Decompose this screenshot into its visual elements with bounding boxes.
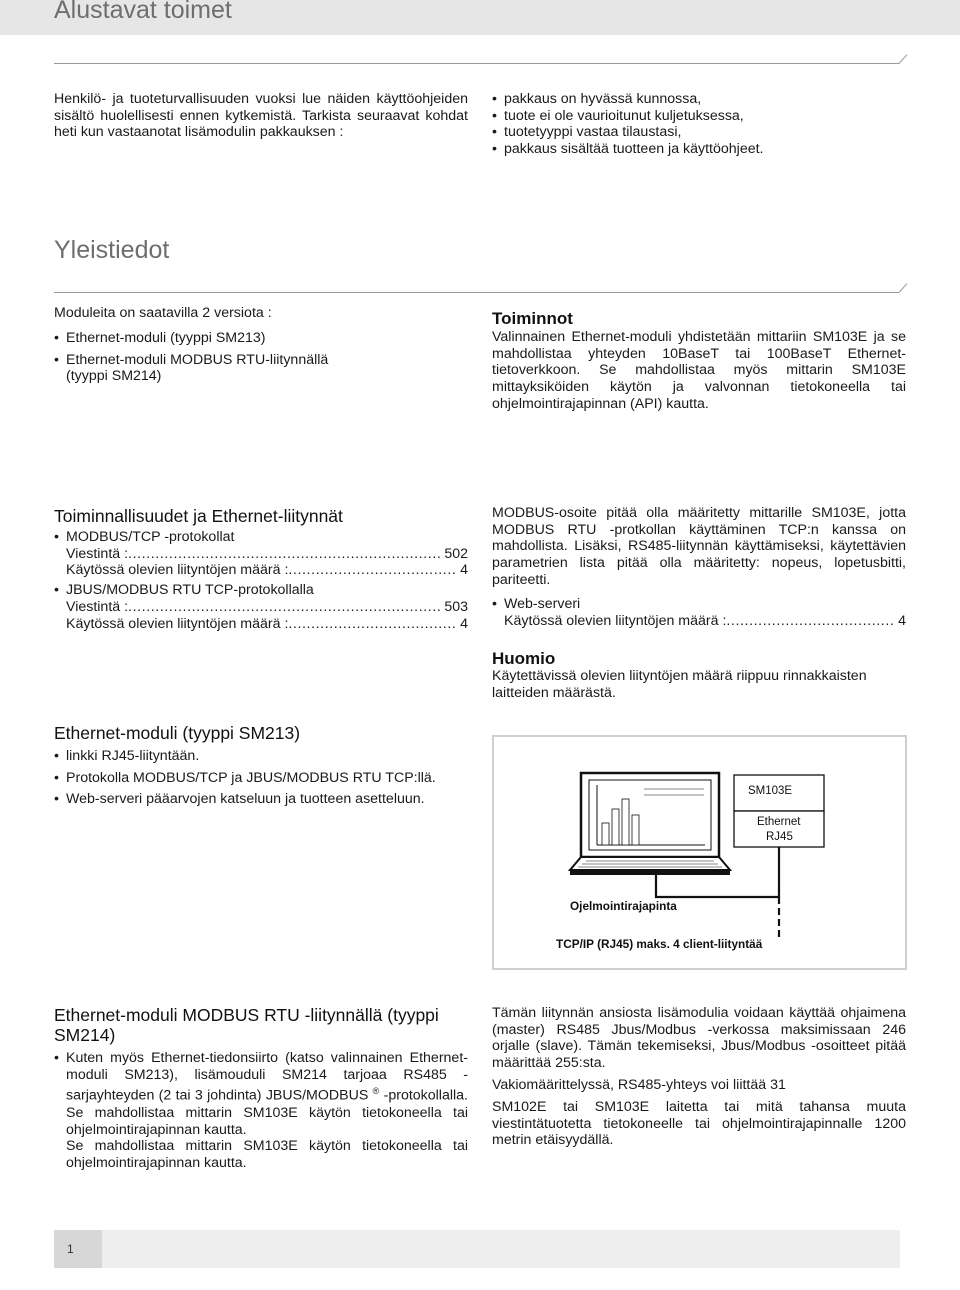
sm213-list <box>54 748 468 808</box>
spec-value: 4 <box>460 562 468 579</box>
note-text: Käytettävissä olevien liityntöjen määrä riippuu rinnakkaisten laitteiden määrästä. <box>492 668 867 701</box>
laptop-icon <box>570 773 730 875</box>
divider <box>54 63 899 64</box>
features-title: Toiminnallisuudet ja Ethernet-liitynnät <box>54 506 343 526</box>
diagram-drawing <box>494 737 905 968</box>
list-item: • tuotetyyppi vastaa tilaustasi, <box>492 124 902 141</box>
page-number: 1 <box>67 1242 74 1256</box>
list-item <box>54 529 468 579</box>
web-server-list <box>492 596 906 629</box>
note-title: Huomio <box>492 649 556 668</box>
registered-mark: ® <box>372 1086 380 1097</box>
list-item <box>492 596 906 629</box>
sm214-list <box>54 1050 468 1172</box>
versions-list <box>54 330 374 385</box>
sm214-right-para2: Vakiomäärittelyssä, RS485-yhteys voi liittää 31 <box>492 1077 786 1093</box>
sm214-text-part1: Kuten myös Ethernet-tiedonsiirto (katso valinnainen Ethernet-moduli SM213), lisämouduli SM214 tarjoaa RS485 -sarjayhteyden (2 tai 3 johdinta) JBUS/MODBUS <box>66 1050 468 1105</box>
list-item: • pakkaus on hyvässä kunnossa, <box>492 91 902 108</box>
footer-bar <box>54 1230 900 1268</box>
spec-label: Käytössä olevien liityntöjen määrä : <box>504 612 727 629</box>
page-title: Alustavat toimet <box>54 0 232 24</box>
device-label: SM103E <box>748 785 793 797</box>
connection-diagram <box>492 735 907 970</box>
dot-leader <box>726 613 895 630</box>
sm213-title: Ethernet-moduli (tyyppi SM213) <box>54 723 301 743</box>
dot-leader <box>128 599 441 616</box>
spec-value: 502 <box>444 545 468 562</box>
list-item: • Ethernet-moduli (tyyppi SM213) <box>54 330 374 347</box>
spec-value: 503 <box>444 598 468 615</box>
spec-value: 4 <box>460 615 468 632</box>
delivery-checklist <box>492 91 902 158</box>
dot-leader <box>128 546 441 563</box>
spec-row <box>66 546 468 563</box>
sm214-right-para1: Tämän liitynnän ansiosta lisämodulia voidaan käyttää ohjaimena (master) RS485 Jbus/Modbus -verkossa maksimissaan 246 orjalle (slave). Tämän tekemiseksi, Jbus/Modbus -osoitteet pitää määrittää 255:sta. <box>492 1005 906 1072</box>
list-item <box>54 1050 468 1172</box>
list-item: • Protokolla MODBUS/TCP ja JBUS/MODBUS RTU TCP:llä. <box>54 770 468 787</box>
spec-row <box>66 562 468 579</box>
divider <box>54 292 899 293</box>
sm214-text-part2: -protokollalla. Se mahdollistaa mittarin SM103E käytön tietokoneella tai ohjelmointirajapinnan kautta. <box>66 1088 468 1138</box>
spec-row <box>504 613 906 630</box>
spec-label: Viestintä : <box>66 598 129 615</box>
web-server-name: Web-serveri <box>504 596 581 612</box>
list-item: • pakkaus sisältää tuotteen ja käyttöohjeet. <box>492 141 902 158</box>
sm214-right-para3: SM102E tai SM103E laitetta tai mitä tahansa muuta viestintätuotetta tietokoneelle tai ohjelmointirajapinnalle 1200 metrin etäisyydällä. <box>492 1099 906 1149</box>
protocol-name: MODBUS/TCP -protokollat <box>66 529 235 545</box>
list-item: • Web-serveri pääarvojen katseluun ja tuotteen asetteluun. <box>54 791 468 808</box>
divider-tick <box>899 54 908 64</box>
intro-paragraph: Henkilö- ja tuoteturvallisuuden vuoksi lue näiden käyttöohjeiden sisältö huolellisesti ennen kytkemistä. Tarkista seuraavat kohdat heti kun vastaanotat lisämodulin pakkauksen : <box>54 91 468 141</box>
footer-tab <box>54 1230 102 1268</box>
port-label-line2: RJ45 <box>766 831 793 843</box>
api-label: Ojelmointirajapinta <box>570 899 677 913</box>
sm214-text-part3: Se mahdollistaa mittarin SM103E käytön tietokoneella tai ohjelmointirajapinnan kautta. <box>66 1138 468 1171</box>
list-item: • linkki RJ45-liityntään. <box>54 748 468 765</box>
features-left <box>54 529 468 632</box>
functions-title: Toiminnot <box>492 309 573 328</box>
dot-leader <box>288 562 457 579</box>
tcp-label: TCP/IP (RJ45) maks. 4 client-liityntää <box>556 937 763 951</box>
spec-row <box>66 599 468 616</box>
protocol-name: JBUS/MODBUS RTU TCP-protokollalla <box>66 582 314 599</box>
functions-text: Valinnainen Ethernet-moduli yhdistetään mittariin SM103E ja se mahdollistaa yhteyden 10BaseT tai 100BaseT Ethernet-tietoverkkoon. Se mahdollistaa myös mittarin SM103E mittayksiköiden käytön ja valvonnan tietokoneella tai ohjelmointirajapinnan (API) kautta. <box>492 329 906 412</box>
sm214-title: Ethernet-moduli MODBUS RTU -liitynnällä (tyyppi SM214) <box>54 1005 439 1045</box>
spec-value: 4 <box>898 612 906 629</box>
spec-row <box>66 616 468 633</box>
list-item: • Ethernet-moduli MODBUS RTU-liitynnällä (tyyppi SM214) <box>54 352 374 385</box>
spec-label: Käytössä olevien liityntöjen määrä : <box>66 615 289 632</box>
modbus-address-text: MODBUS-osoite pitää olla määritetty mittarille SM103E, jotta MODBUS RTU -protkollan käyttäminen TCP:n kanssa on mahdollista. Lisäksi, RS485-liitynnän käyttämiseksi, käytettävien parametrien lista pitää olla määritetty: nopeus, lopetusbitti, pariteetti. <box>492 505 906 588</box>
list-item <box>54 582 468 632</box>
divider-tick <box>899 283 908 293</box>
spec-label: Viestintä : <box>66 545 129 562</box>
port-label-line1: Ethernet <box>757 816 801 828</box>
list-item: • tuote ei ole vaurioitunut kuljetuksessa, <box>492 108 902 125</box>
section-title: Yleistiedot <box>54 236 170 264</box>
dot-leader <box>288 616 457 633</box>
spec-label: Käytössä olevien liityntöjen määrä : <box>66 562 289 579</box>
protocol-list <box>54 529 468 632</box>
versions-intro: Moduleita on saatavilla 2 versiota : <box>54 305 272 321</box>
